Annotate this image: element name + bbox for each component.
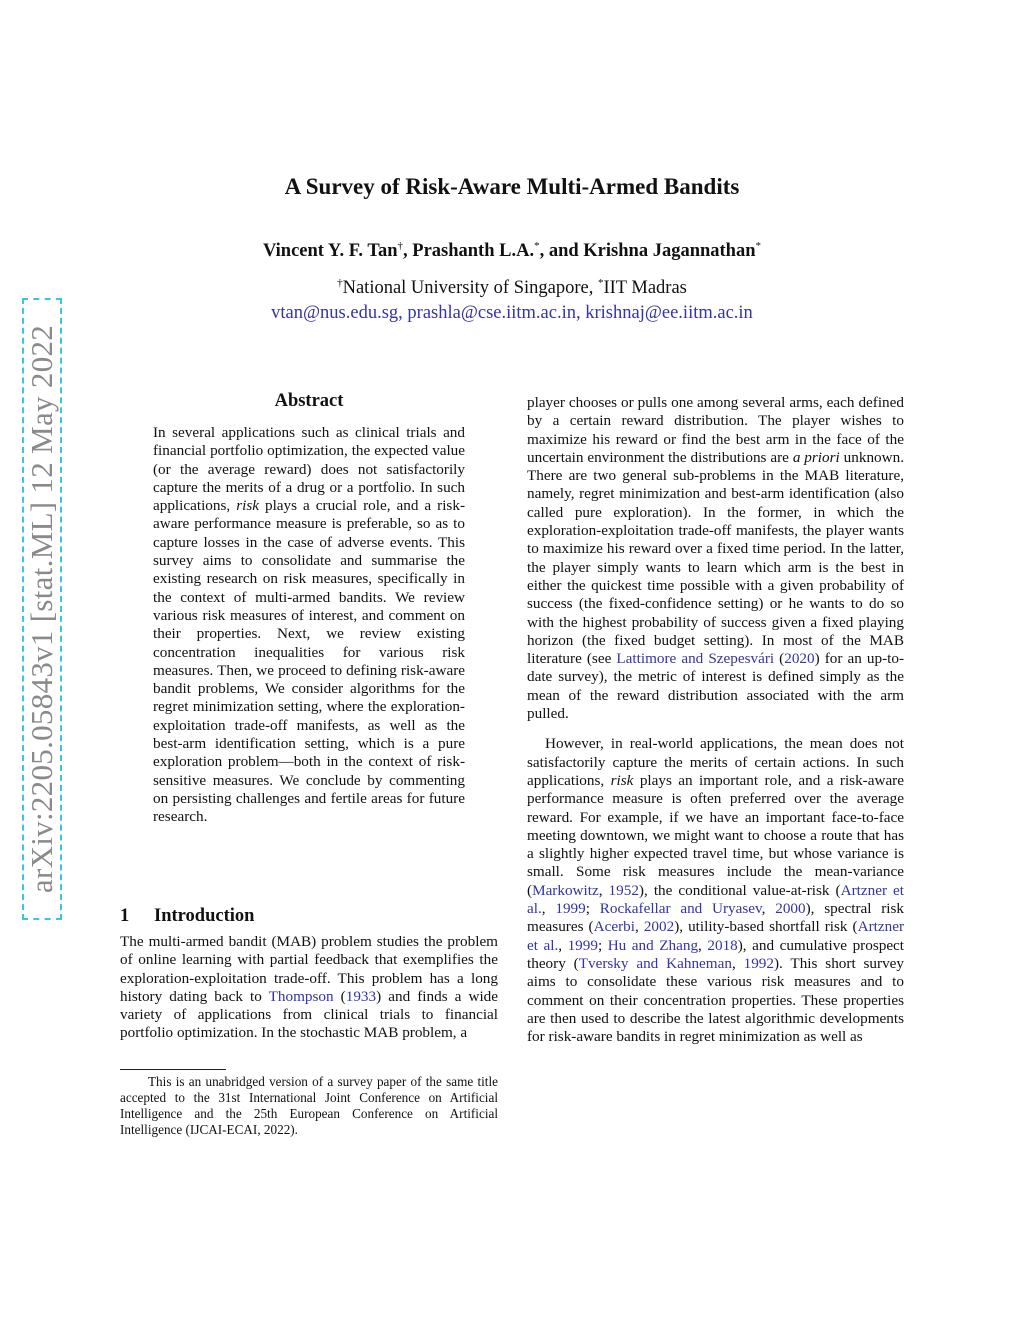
section-number: 1 [120,906,130,926]
author-list [0,241,1024,262]
author-mark: † [397,239,404,252]
intro-text: ( [774,650,785,668]
citation-link[interactable]: Tversky and Kahneman [578,954,732,972]
intro-text: ), spectral risk measures ( [527,900,905,936]
author-emails[interactable]: vtan@nus.edu.sg, prashla@cse.iitm.ac.in, krishnaj@ee.iitm.ac.in [271,303,753,323]
intro-text: , [558,936,568,954]
intro-text: , [634,918,644,936]
introduction-left-column [120,933,498,1043]
abstract-emphasis: risk [236,497,259,515]
citation-link[interactable]: Artzner et al. [527,918,905,954]
arxiv-identifier: arXiv:2205.05843v1 [stat.ML] 12 May 2022 [24,324,59,894]
arxiv-stamp [22,298,62,920]
intro-text: ). This short survey aims to consolidate these various risk measures and to comment on their concentration properties. These properties are then used to describe the latest algorithmic developments for risk-aware bandits in regret minimization as well as [527,954,905,1046]
author-jagannathan: Krishna Jagannathan [583,241,756,261]
affil-mark: † [337,276,343,289]
intro-text: ) and finds a wide variety of applications from clinical trials to financial portfolio optimization. In the stochastic MAB problem, a [120,987,498,1042]
intro-emphasis: a priori [792,448,840,466]
intro-text: ), the conditional value-at-risk ( [638,881,841,899]
intro-text: ) for an up-to-date survey), the metric of interest is defined simply as the mean of the reward distribution associated with the arm pulled. [527,650,905,723]
citation-link[interactable]: Markowitz [532,881,599,899]
citation-link[interactable]: 2020 [784,650,815,668]
intro-text: ; [585,900,600,918]
intro-text: , [698,936,708,954]
intro-text: The multi-armed bandit (MAB) problem studies the problem of online learning with partial feedback that exemplifies the exploration-exploitation trade-off. This problem has a long history dating back to [120,933,498,1005]
intro-text: , [541,900,556,918]
author-prashanth: Prashanth L.A. [412,241,535,261]
affil-mark: * [597,276,604,289]
citation-link[interactable]: Artzner et al. [527,881,905,918]
intro-text: ), and cumulative prospect theory ( [527,936,905,972]
author-separator: , [403,241,413,261]
citation-link[interactable]: 2000 [775,900,806,918]
paragraph [527,394,904,723]
footnote [120,1074,498,1138]
abstract-text: plays a crucial role, and a risk-aware performance measure is preferable, so as to capture losses in the case of adverse events. This survey aims to consolidate and summarise the existing research on risk measures, specifically in the context of multi-armed bandits. We review various risk measures of interest, and comment on their properties. Next, we review existing concentration inequalities for various risk measures. Then, we proceed to defining risk-aware bandit problems, We consider algorithms for the regret minimization setting, where the exploration-exploitation trade-off manifests, as well as the best-arm identification setting, which is a pure exploration problem—both in the context of risk-sensitive measures. We conclude by commenting on persisting challenges and fertile areas for future research. [153,497,465,826]
citation-link[interactable]: 1999 [555,900,586,918]
affiliations [0,278,1024,299]
abstract-heading: Abstract [274,391,344,411]
abstract-text: In several applications such as clinical trials and financial portfolio optimization, the expected value (or the average reward) does not satisfactorily capture the merits of a drug or a portfolio. In such applications, [153,424,465,515]
paper-title: A Survey of Risk-Aware Multi-Armed Bandits [284,174,740,199]
intro-text: ), utility-based shortfall risk ( [674,918,858,936]
citation-link[interactable]: Lattimore and Szepesvári [616,650,775,668]
citation-link[interactable]: 1999 [567,936,598,954]
footnote-text: This is an unabridged version of a survey paper of the same title accepted to the 31st International Joint Conference on Artificial Intelligence and the 25th European Conference on Artificial Intelligence (IJCAI-ECAI, 2022). [120,1074,498,1137]
citation-link[interactable]: Rockafellar and Uryasev [599,900,762,918]
intro-text: ( [333,987,346,1005]
intro-text: unknown. There are two general sub-problems in the MAB literature, namely, regret minimization and best-arm identification (also called pure exploration). In the former, in which the exploration-exploitation trade-off manifests, the player wants to maximize his reward over a fixed time period. In the latter, the player simply wants to learn which arm is the best in either the quickest time possible with a given probability of success (the fixed-confidence setting) or he wants to do so with the highest probability of success given a fixed playing horizon (the fixed budget setting). In most of the MAB literature (see [527,448,904,668]
citation-link[interactable]: 1952 [608,881,639,899]
intro-text: , [598,881,609,899]
citation-link[interactable]: 1992 [743,954,774,972]
intro-text: , [761,900,776,918]
citation-link[interactable]: 1933 [345,987,377,1005]
section-title: Introduction [154,906,255,926]
abstract-body [153,424,465,827]
section-heading-introduction [120,906,254,927]
intro-text: However, in real-world applications, the mean does not satisfactorily capture the merits of certain actions. In such applications, [527,735,904,789]
citation-link[interactable]: 2002 [643,918,675,936]
citation-link[interactable]: Acerbi [593,918,635,936]
citation-link[interactable]: Thompson [268,987,334,1005]
footnote-rule [120,1069,226,1070]
affil-iitm: IIT Madras [603,278,687,298]
citation-link[interactable]: 2018 [707,936,738,954]
author-tan: Vincent Y. F. Tan [262,241,398,261]
intro-text: , [731,954,744,972]
intro-text: player chooses or pulls one among several arms, each defined by a certain reward distribution. The player wishes to maximize his reward or find the best arm in the face of the uncertain environment the distributions are [527,394,904,466]
paragraph [527,735,904,1046]
intro-text: plays an important role, and a risk-aware performance measure is often preferred over the average reward. For example, if we have an important face-to-face meeting downtown, we might want to choose a route that has a slightly higher expected travel time, but whose variance is small. Some risk measures include the mean-variance ( [527,771,904,899]
introduction-right-column [527,394,904,1046]
intro-emphasis: risk [610,771,634,789]
author-separator: , and [539,241,584,261]
author-mark: * [534,239,540,252]
author-mark: * [755,239,762,252]
affil-nus: National University of Singapore, [342,278,598,298]
citation-link[interactable]: Hu and Zhang [607,936,699,954]
intro-text: ; [597,936,608,954]
